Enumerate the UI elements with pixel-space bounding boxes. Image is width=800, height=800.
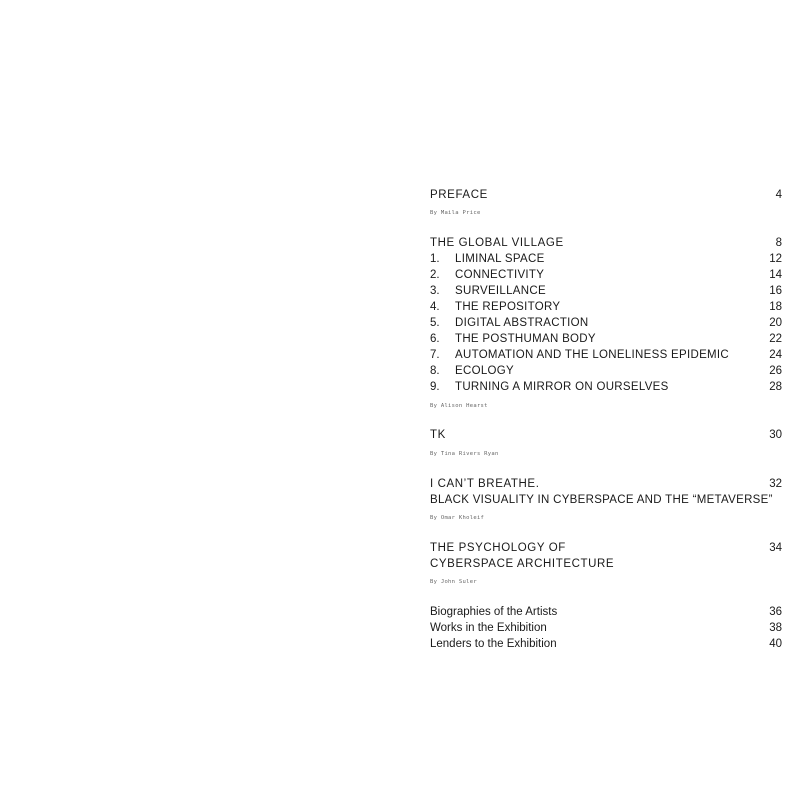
subentry-number: 4. (430, 301, 440, 313)
entry-title: Biographies of the Artists (430, 606, 558, 618)
entry-page: 8 (775, 237, 782, 249)
entry-title: Lenders to the Exhibition (430, 638, 557, 650)
entry-page: 38 (769, 622, 782, 634)
toc-subentry[interactable] (430, 251, 782, 267)
subentry-title: TURNING A MIRROR ON OURSELVES (455, 381, 669, 393)
subentry-title: LIMINAL SPACE (455, 253, 545, 265)
author-credit: By Omar Kholeif (430, 515, 485, 521)
toc-entry-global-village[interactable] (430, 235, 782, 251)
toc-entry-i-cant-breathe[interactable] (430, 476, 782, 492)
toc-subentry[interactable] (430, 299, 782, 315)
toc-subentry[interactable] (430, 331, 782, 347)
toc-subentry[interactable] (430, 363, 782, 379)
toc-subentry[interactable] (430, 315, 782, 331)
entry-page: 32 (769, 478, 782, 490)
toc-entry-lenders[interactable] (430, 636, 782, 652)
toc-subentry[interactable] (430, 267, 782, 283)
entry-title: Works in the Exhibition (430, 622, 547, 634)
subentry-page: 16 (769, 285, 782, 297)
toc-entry-biographies[interactable] (430, 604, 782, 620)
subentry-title: SURVEILLANCE (455, 285, 546, 297)
entry-page: 40 (769, 638, 782, 650)
subentry-title: ECOLOGY (455, 365, 514, 377)
subentry-number: 5. (430, 317, 440, 329)
toc-entry-tk[interactable] (430, 427, 782, 443)
entry-subtitle: CYBERSPACE ARCHITECTURE (430, 558, 615, 570)
entry-page: 34 (769, 542, 782, 554)
subentry-title: CONNECTIVITY (455, 269, 545, 281)
subentry-number: 8. (430, 365, 440, 377)
entry-subtitle: BLACK VISUALITY IN CYBERSPACE AND THE “METAVERSE” (430, 494, 773, 506)
entry-title: THE GLOBAL VILLAGE (430, 237, 564, 249)
entry-page: 4 (775, 189, 782, 201)
subentry-page: 18 (769, 301, 782, 313)
table-of-contents (430, 0, 782, 800)
subentry-page: 20 (769, 317, 782, 329)
subentry-page: 26 (769, 365, 782, 377)
toc-subentry[interactable] (430, 347, 782, 363)
subentry-number: 3. (430, 285, 440, 297)
author-credit: By John Suler (430, 579, 477, 585)
author-credit: By Alison Hearst (430, 403, 488, 409)
subentry-title: DIGITAL ABSTRACTION (455, 317, 589, 329)
subentry-number: 6. (430, 333, 440, 345)
subentry-number: 2. (430, 269, 440, 281)
subentry-title: THE POSTHUMAN BODY (455, 333, 596, 345)
toc-entry-psychology[interactable] (430, 540, 782, 556)
entry-title: PREFACE (430, 189, 488, 201)
subentry-page: 22 (769, 333, 782, 345)
author-credit: By Maila Price (430, 210, 481, 216)
entry-title: THE PSYCHOLOGY OF (430, 542, 566, 554)
subentry-page: 24 (769, 349, 782, 361)
subentry-page: 12 (769, 253, 782, 265)
subentry-page: 28 (769, 381, 782, 393)
toc-subentry[interactable] (430, 283, 782, 299)
subentry-number: 9. (430, 381, 440, 393)
entry-page: 36 (769, 606, 782, 618)
entry-title: I CAN’T BREATHE. (430, 478, 540, 490)
subentry-title: THE REPOSITORY (455, 301, 561, 313)
toc-entry-works[interactable] (430, 620, 782, 636)
toc-entry-preface[interactable] (430, 187, 782, 203)
toc-subentry[interactable] (430, 379, 782, 395)
subentry-title: AUTOMATION AND THE LONELINESS EPIDEMIC (455, 349, 730, 361)
subentry-number: 1. (430, 253, 440, 265)
author-credit: By Tina Rivers Ryan (430, 451, 499, 457)
entry-page: 30 (769, 429, 782, 441)
entry-title: TK (430, 429, 446, 441)
subentry-number: 7. (430, 349, 440, 361)
subentry-page: 14 (769, 269, 782, 281)
